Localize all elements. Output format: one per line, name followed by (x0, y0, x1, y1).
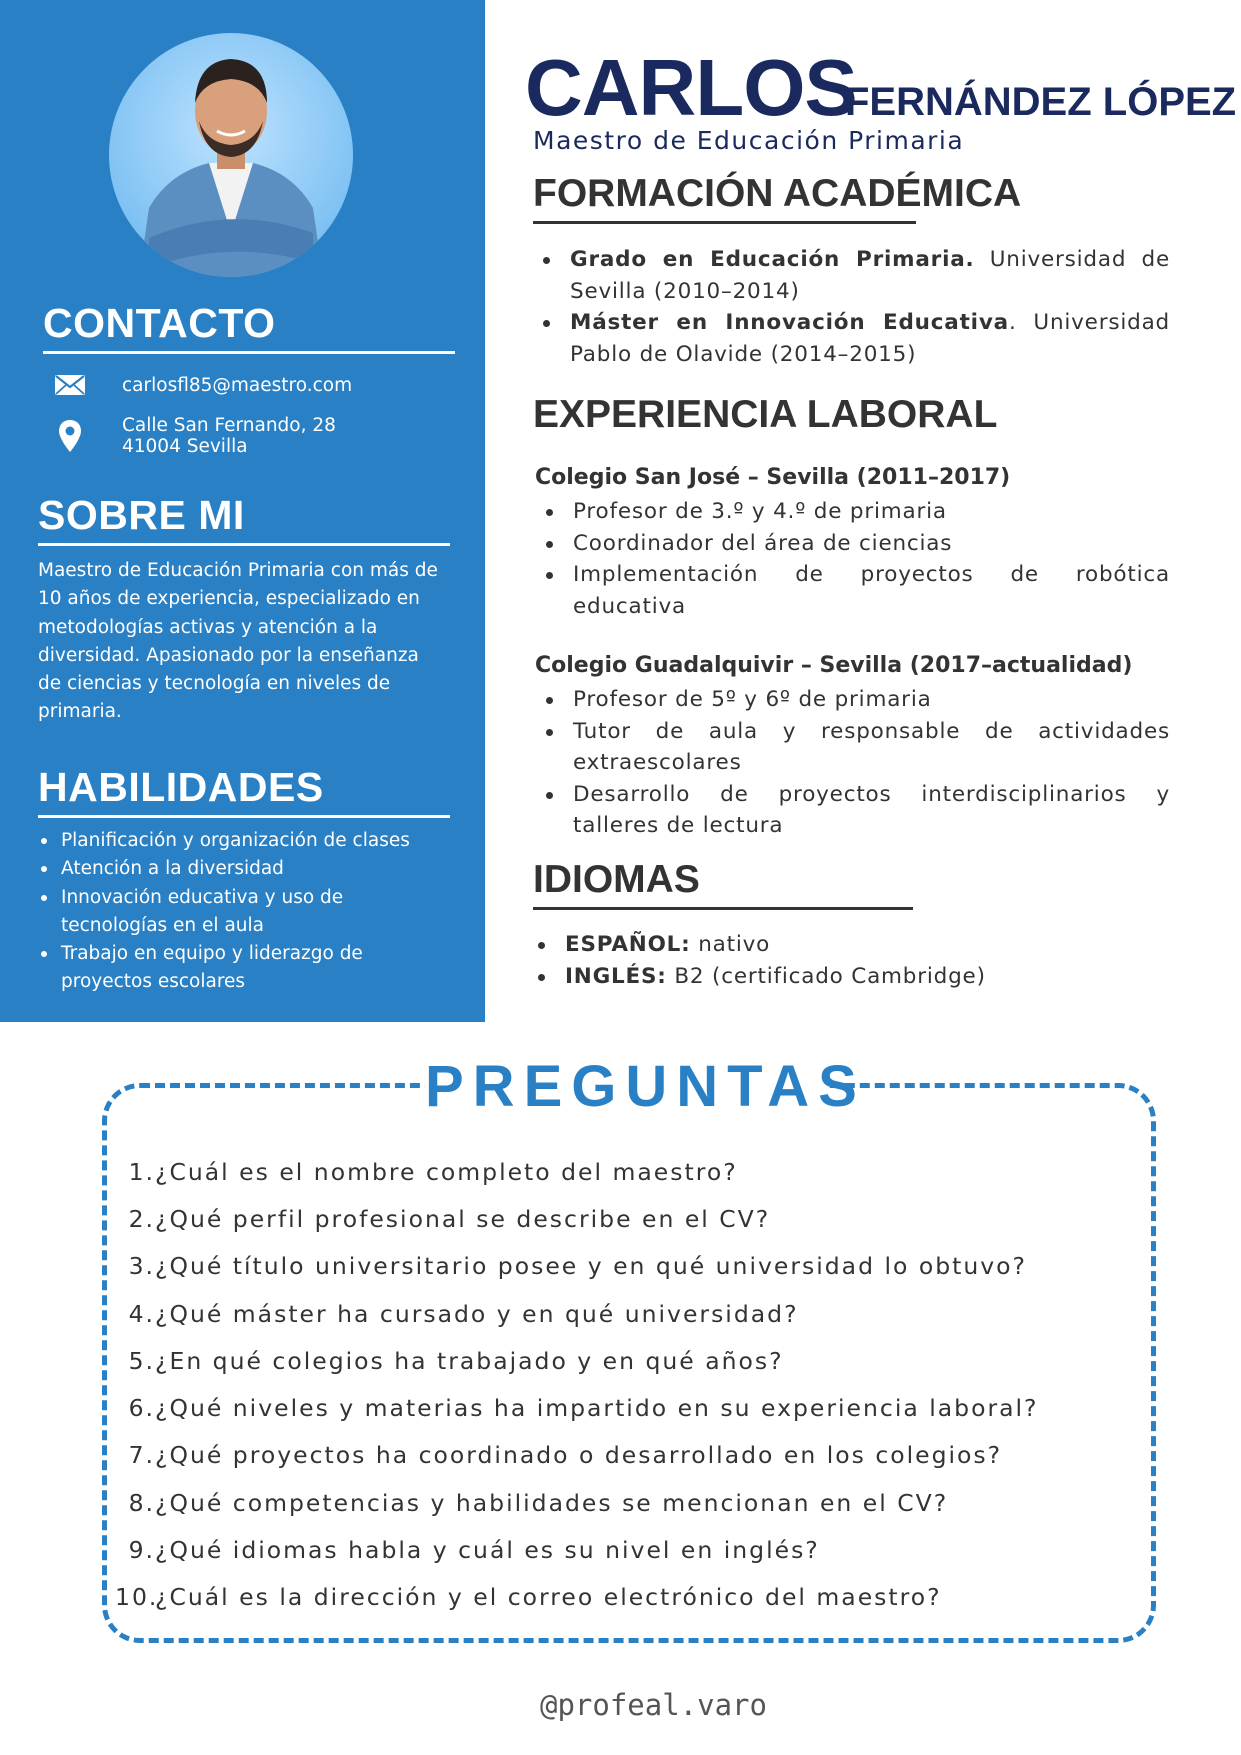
skills-list (38, 827, 458, 997)
education-item (533, 307, 1170, 370)
job-task: Profesor de 5º y 6º de primaria (536, 684, 1170, 716)
question-text: ¿Qué idiomas habla y cuál es su nivel en inglés? (155, 1536, 820, 1565)
about-divider (38, 543, 450, 546)
skills-title: HABILIDADES (38, 764, 324, 810)
contact-title: CONTACTO (43, 300, 276, 346)
language-item (528, 929, 1168, 961)
question-text: ¿Qué perfil profesional se describe en el CV? (155, 1204, 771, 1233)
location-pin-icon (50, 419, 90, 453)
language-name: ESPAÑOL: (565, 932, 691, 957)
language-item (528, 961, 1168, 993)
contact-email (50, 374, 352, 396)
envelope-icon (50, 374, 90, 396)
question-text: ¿En qué colegios ha trabajado y en qué años? (155, 1346, 784, 1375)
job-task-list (536, 496, 1170, 622)
language-level: B2 (certificado Cambridge) (666, 963, 986, 989)
questions-title: PREGUNTAS (425, 1054, 866, 1119)
question-text: ¿Cuál es la dirección y el correo electrónico del maestro? (155, 1583, 942, 1612)
job-task: Tutor de aula y responsable de actividades extraescolares (536, 716, 1170, 779)
question-text: ¿Qué máster ha cursado y en qué universidad? (155, 1299, 799, 1328)
question-item (115, 1337, 1135, 1384)
degree-name: Grado en Educación Primaria. (570, 247, 975, 272)
question-number: 9. (128, 1536, 155, 1565)
question-item (115, 1290, 1135, 1337)
contact-address (50, 415, 336, 457)
language-name: INGLÉS: (565, 963, 667, 989)
question-number: 2. (128, 1204, 155, 1233)
author-credit: @profeal.varo (540, 1688, 767, 1722)
question-number: 3. (128, 1252, 155, 1281)
questions-list (115, 1148, 1135, 1621)
job-task: Coordinador del área de ciencias (536, 528, 1170, 560)
question-number: 5. (128, 1346, 155, 1375)
question-text: ¿Qué proyectos ha coordinado o desarrollado en los colegios? (155, 1441, 1003, 1470)
languages-divider (533, 907, 913, 910)
profile-photo (109, 33, 353, 277)
question-number: 10. (115, 1583, 159, 1612)
sidebar (0, 0, 485, 1022)
question-number: 4. (128, 1299, 155, 1328)
question-text: ¿Cuál es el nombre completo del maestro? (155, 1157, 738, 1186)
question-item (115, 1479, 1135, 1526)
question-item (115, 1432, 1135, 1479)
education-item (533, 244, 1170, 307)
education-title: FORMACIÓN ACADÉMICA (533, 172, 1022, 215)
job-header: Colegio San José – Sevilla (2011–2017) (535, 465, 1011, 490)
question-item (115, 1195, 1135, 1242)
question-number: 8. (128, 1488, 155, 1517)
question-number: 1. (128, 1157, 155, 1186)
last-name: FERNÁNDEZ LÓPEZ (845, 80, 1237, 124)
experience-title: EXPERIENCIA LABORAL (533, 393, 998, 436)
about-text: Maestro de Educación Primaria con más de 10 años de experiencia, especializado en metodologías activas y atención a la diversidad. Apasionado por la enseñanza de ciencias y tecnología en niveles de primaria. (38, 560, 438, 723)
education-list (533, 244, 1170, 370)
job-title: Maestro de Educación Primaria (533, 126, 965, 155)
question-item (115, 1148, 1135, 1195)
question-number: 6. (128, 1394, 155, 1423)
degree-detail: . Universidad Pablo de Olavide (2014–2015) (570, 310, 1170, 367)
question-item (115, 1526, 1135, 1573)
question-item (115, 1243, 1135, 1290)
question-text: ¿Qué título universitario posee y en qué universidad lo obtuvo? (155, 1252, 1028, 1281)
languages-list (528, 929, 1168, 992)
job-header: Colegio Guadalquivir – Sevilla (2017–actualidad) (535, 653, 1133, 678)
job-task: Implementación de proyectos de robótica educativa (536, 559, 1170, 622)
question-item (115, 1574, 1135, 1621)
skills-divider (38, 815, 450, 818)
email-text: carlosfl85@maestro.com (122, 374, 353, 396)
first-name: CARLOS (525, 43, 857, 132)
address-line-2: 41004 Sevilla (122, 436, 248, 457)
question-text: ¿Qué competencias y habilidades se mencionan en el CV? (155, 1488, 949, 1517)
degree-detail: Universidad de Sevilla (2010–2014) (570, 247, 1170, 304)
question-text: ¿Qué niveles y materias ha impartido en su experiencia laboral? (155, 1394, 1039, 1423)
address-text (122, 415, 336, 457)
degree-name: Máster en Innovación Educativa (570, 310, 1009, 335)
job-task: Desarrollo de proyectos interdisciplinarios y talleres de lectura (536, 779, 1170, 842)
skill-item: Atención a la diversidad (38, 855, 458, 883)
job-task: Profesor de 3.º y 4.º de primaria (536, 496, 1170, 528)
skill-item: Planificación y organización de clases (38, 827, 458, 855)
language-level: nativo (690, 932, 771, 957)
skill-item: Trabajo en equipo y liderazgo de proyectos escolares (38, 940, 391, 997)
question-item (115, 1384, 1135, 1431)
languages-title: IDIOMAS (533, 858, 700, 901)
address-line-1: Calle San Fernando, 28 (122, 415, 336, 436)
about-title: SOBRE MI (38, 492, 245, 538)
skill-item: Innovación educativa y uso de tecnologías en el aula (38, 884, 391, 941)
contact-divider (43, 351, 455, 354)
job-task-list (536, 684, 1170, 842)
question-number: 7. (128, 1441, 155, 1470)
education-divider (533, 221, 916, 224)
